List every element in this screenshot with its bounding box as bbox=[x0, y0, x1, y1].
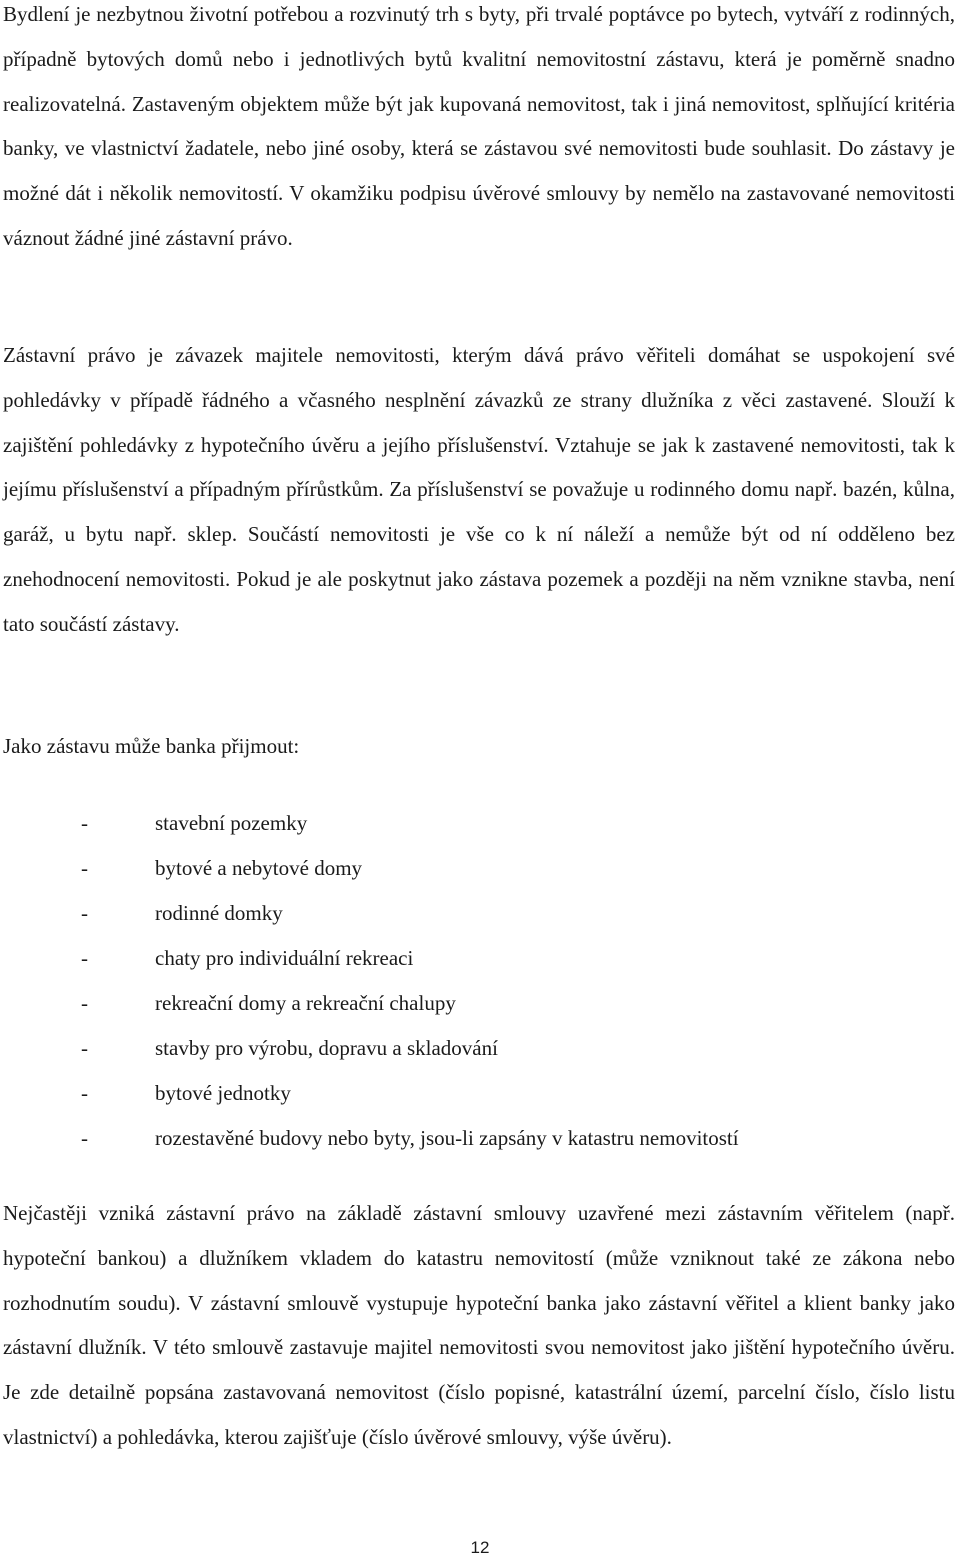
paragraph-list-intro: Jako zástavu může banka přijmout: bbox=[3, 734, 300, 758]
list-item-text: bytové a nebytové domy bbox=[155, 856, 363, 880]
list-item bbox=[3, 893, 955, 938]
paragraph-housing-collateral: Bydlení je nezbytnou životní potřebou a rozvinutý trh s byty, při trvalé poptávce po bytech, vytváří z rodinných, případně bytových domů nebo i jednotlivých bytů kvalitní nemovitostní zástavu, která je poměrně snadno realizovatelná. Zastaveným objektem může být jak kupovaná nemovitost, tak i jiná nemovitost, splňující kritéria banky, ve vlastnictví žadatele, nebo jiné osoby, která se zástavou své nemovitosti bude souhlasit. Do zástavy je možné dát i několik nemovitostí. V okamžiku podpisu úvěrové smlouvy by nemělo na zastavované nemovitosti váznout žádné jiné zástavní právo. bbox=[3, 2, 955, 250]
list-item bbox=[3, 848, 955, 893]
list-item bbox=[3, 1028, 955, 1073]
list-item-text: stavební pozemky bbox=[155, 811, 308, 835]
paragraph-lien-definition: Zástavní právo je závazek majitele nemovitosti, kterým dává právo věřiteli domáhat se uspokojení své pohledávky v případě řádného a včasného nesplnění závazků ze strany dlužníka z věci zastavené. Slouží k zajištění pohledávky z hypotečního úvěru a jejího příslušenství. Vztahuje se jak k zastavené nemovitosti, tak k jejímu příslušenství a případným přírůstkům. Za příslušenství se považuje u rodinného domu např. bazén, kůlna, garáž, u bytu např. sklep. Součástí nemovitosti je vše co k ní náleží a nemůže být od ní odděleno bez znehodnocení nemovitosti. Pokud je ale poskytnut jako zástava pozemek a později na něm vznikne stavba, není tato součástí zástavy. bbox=[3, 343, 955, 636]
page-number: 12 bbox=[470, 1538, 490, 1557]
list-item-text: chaty pro individuální rekreaci bbox=[155, 946, 414, 970]
list-item-text: stavby pro výrobu, dopravu a skladování bbox=[155, 1036, 498, 1060]
list-item bbox=[3, 1118, 955, 1163]
list-item bbox=[3, 1073, 955, 1118]
list-bullet: - bbox=[81, 901, 88, 925]
list-item-text: rozestavěné budovy nebo byty, jsou-li zapsány v katastru nemovitostí bbox=[155, 1126, 739, 1150]
paragraph-lien-contract: Nejčastěji vzniká zástavní právo na základě zástavní smlouvy uzavřené mezi zástavním věřitelem (např. hypoteční bankou) a dlužníkem vkladem do katastru nemovitostí (může vzniknout také ze zákona nebo rozhodnutím soudu). V zástavní smlouvě vystupuje hypoteční banka jako zástavní věřitel a klient banky jako zástavní dlužník. V této smlouvě zastavuje majitel nemovitosti svou nemovitost jako jištění hypotečního úvěru. Je zde detailně popsána zastavovaná nemovitost (číslo popisné, katastrální území, parcelní číslo, číslo listu vlastnictví) a pohledávka, kterou zajišťuje (číslo úvěrové smlouvy, výše úvěru). bbox=[3, 1201, 955, 1449]
list-item-text: rodinné domky bbox=[155, 901, 283, 925]
list-item-text: bytové jednotky bbox=[155, 1081, 291, 1105]
list-bullet: - bbox=[81, 856, 88, 880]
list-item bbox=[3, 983, 955, 1028]
list-bullet: - bbox=[81, 811, 88, 835]
list-bullet: - bbox=[81, 1081, 88, 1105]
list-item bbox=[3, 803, 955, 848]
list-bullet: - bbox=[81, 1126, 88, 1150]
list-bullet: - bbox=[81, 1036, 88, 1060]
list-bullet: - bbox=[81, 991, 88, 1015]
list-item bbox=[3, 938, 955, 983]
list-bullet: - bbox=[81, 946, 88, 970]
collateral-list bbox=[3, 803, 955, 1163]
list-item-text: rekreační domy a rekreační chalupy bbox=[155, 991, 456, 1015]
